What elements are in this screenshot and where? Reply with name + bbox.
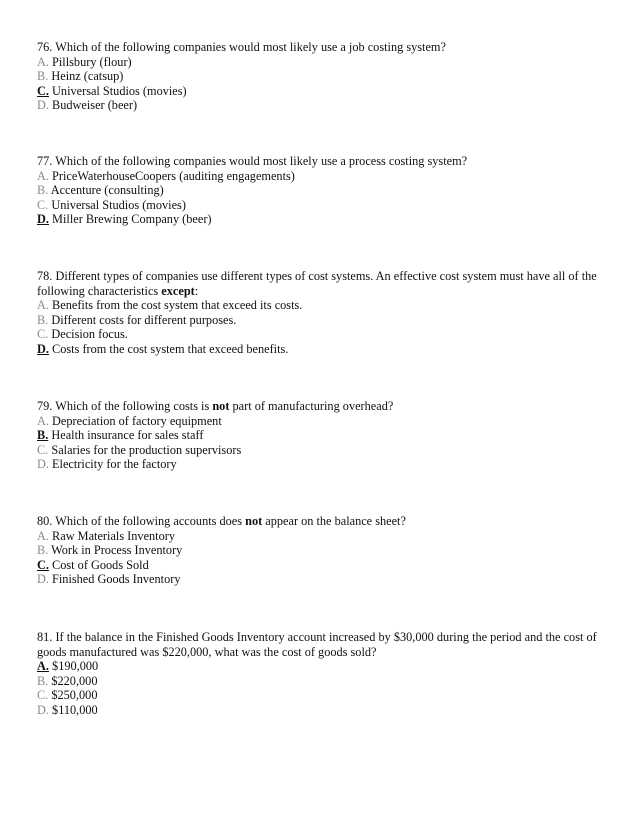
option-a bbox=[37, 414, 607, 429]
stem-text: Different types of companies use different types of cost systems. An effective cost system must have all of the following characteristics bbox=[37, 269, 597, 298]
option-letter: D. bbox=[37, 572, 49, 587]
option-a bbox=[37, 55, 607, 70]
option-letter: C. bbox=[37, 688, 49, 703]
option-b bbox=[37, 428, 607, 443]
option-text: Cost of Goods Sold bbox=[52, 557, 149, 572]
option-letter-correct: D. bbox=[37, 341, 49, 356]
option-letter: D. bbox=[37, 98, 49, 113]
stem-emphasis: not bbox=[245, 514, 263, 528]
question-81 bbox=[37, 630, 607, 718]
option-text: Electricity for the factory bbox=[52, 457, 177, 472]
option-d bbox=[37, 342, 607, 357]
option-d bbox=[37, 212, 607, 227]
option-text: Costs from the cost system that exceed benefits. bbox=[52, 341, 289, 356]
option-text: $110,000 bbox=[52, 702, 98, 717]
option-letter-correct: A. bbox=[37, 659, 49, 674]
option-text: Miller Brewing Company (beer) bbox=[52, 212, 212, 227]
stem-emphasis: not bbox=[212, 399, 230, 413]
option-letter: C. bbox=[37, 327, 49, 342]
question-78 bbox=[37, 269, 607, 357]
stem-text: If the balance in the Finished Goods Inventory account increased by $30,000 during the period and the cost of goods manufactured was $220,000, what was the cost of goods sold? bbox=[37, 630, 597, 659]
stem-text: part of manufacturing overhead? bbox=[229, 399, 394, 413]
option-text: Universal Studios (movies) bbox=[52, 83, 187, 98]
question-stem bbox=[37, 630, 607, 659]
option-b bbox=[37, 69, 607, 84]
stem-text: Which of the following accounts does bbox=[55, 514, 246, 528]
question-77 bbox=[37, 154, 607, 227]
option-d bbox=[37, 457, 607, 472]
question-number: 81. bbox=[37, 630, 53, 644]
option-b bbox=[37, 313, 607, 328]
option-letter: B. bbox=[37, 543, 49, 558]
option-text: Decision focus. bbox=[51, 327, 128, 342]
option-c bbox=[37, 558, 607, 573]
stem-text: Which of the following companies would most likely use a process costing system? bbox=[55, 154, 468, 168]
option-letter: A. bbox=[37, 168, 49, 183]
option-letter: A. bbox=[37, 298, 49, 313]
option-text: Depreciation of factory equipment bbox=[52, 413, 222, 428]
option-letter-correct: C. bbox=[37, 557, 49, 572]
option-a bbox=[37, 529, 607, 544]
question-stem bbox=[37, 514, 607, 529]
option-letter: B. bbox=[37, 69, 49, 84]
option-d bbox=[37, 703, 607, 718]
stem-text: Which of the following companies would most likely use a job costing system? bbox=[55, 40, 446, 54]
option-c bbox=[37, 84, 607, 99]
option-b bbox=[37, 183, 607, 198]
question-number: 79. bbox=[37, 399, 53, 413]
question-number: 78. bbox=[37, 269, 53, 283]
question-number: 77. bbox=[37, 154, 53, 168]
question-stem bbox=[37, 154, 607, 169]
question-stem bbox=[37, 269, 607, 298]
option-text: Work in Process Inventory bbox=[51, 543, 183, 558]
option-text: Benefits from the cost system that exceed its costs. bbox=[52, 298, 303, 313]
option-letter: A. bbox=[37, 413, 49, 428]
option-letter-correct: D. bbox=[37, 212, 49, 227]
option-letter: C. bbox=[37, 197, 49, 212]
option-text: $220,000 bbox=[51, 673, 98, 688]
option-letter: D. bbox=[37, 457, 49, 472]
option-text: Health insurance for sales staff bbox=[51, 428, 204, 443]
option-text: $190,000 bbox=[52, 659, 99, 674]
option-text: Different costs for different purposes. bbox=[51, 312, 237, 327]
option-letter: C. bbox=[37, 442, 49, 457]
option-a bbox=[37, 659, 607, 674]
option-text: Universal Studios (movies) bbox=[51, 197, 186, 212]
option-letter: B. bbox=[37, 673, 49, 688]
option-text: Salaries for the production supervisors bbox=[51, 442, 242, 457]
question-number: 76. bbox=[37, 40, 53, 54]
question-stem bbox=[37, 399, 607, 414]
question-76 bbox=[37, 40, 607, 113]
option-c bbox=[37, 327, 607, 342]
option-text: $250,000 bbox=[51, 688, 98, 703]
option-text: PriceWaterhouseCoopers (auditing engagements) bbox=[52, 168, 295, 183]
option-c bbox=[37, 198, 607, 213]
option-b bbox=[37, 674, 607, 689]
option-d bbox=[37, 98, 607, 113]
option-letter: D. bbox=[37, 702, 49, 717]
option-letter: B. bbox=[37, 312, 49, 327]
question-number: 80. bbox=[37, 514, 53, 528]
question-stem bbox=[37, 40, 607, 55]
stem-text: : bbox=[194, 283, 199, 298]
question-80 bbox=[37, 514, 607, 587]
option-text: Raw Materials Inventory bbox=[52, 528, 175, 543]
option-text: Budweiser (beer) bbox=[52, 98, 138, 113]
option-b bbox=[37, 543, 607, 558]
option-text: Heinz (catsup) bbox=[51, 69, 124, 84]
question-79 bbox=[37, 399, 607, 472]
stem-emphasis: except bbox=[161, 283, 195, 298]
stem-text: Which of the following costs is bbox=[55, 399, 213, 413]
option-text: Finished Goods Inventory bbox=[52, 572, 181, 587]
stem-text: appear on the balance sheet? bbox=[262, 514, 406, 528]
option-c bbox=[37, 688, 607, 703]
option-a bbox=[37, 169, 607, 184]
option-c bbox=[37, 443, 607, 458]
option-letter: B. bbox=[37, 183, 49, 198]
option-letter-correct: B. bbox=[37, 428, 49, 443]
option-text: Pillsbury (flour) bbox=[52, 54, 132, 69]
option-letter: A. bbox=[37, 54, 49, 69]
option-letter: A. bbox=[37, 528, 49, 543]
option-letter-correct: C. bbox=[37, 83, 49, 98]
option-a bbox=[37, 298, 607, 313]
option-text: Accenture (consulting) bbox=[50, 183, 164, 198]
option-d bbox=[37, 572, 607, 587]
